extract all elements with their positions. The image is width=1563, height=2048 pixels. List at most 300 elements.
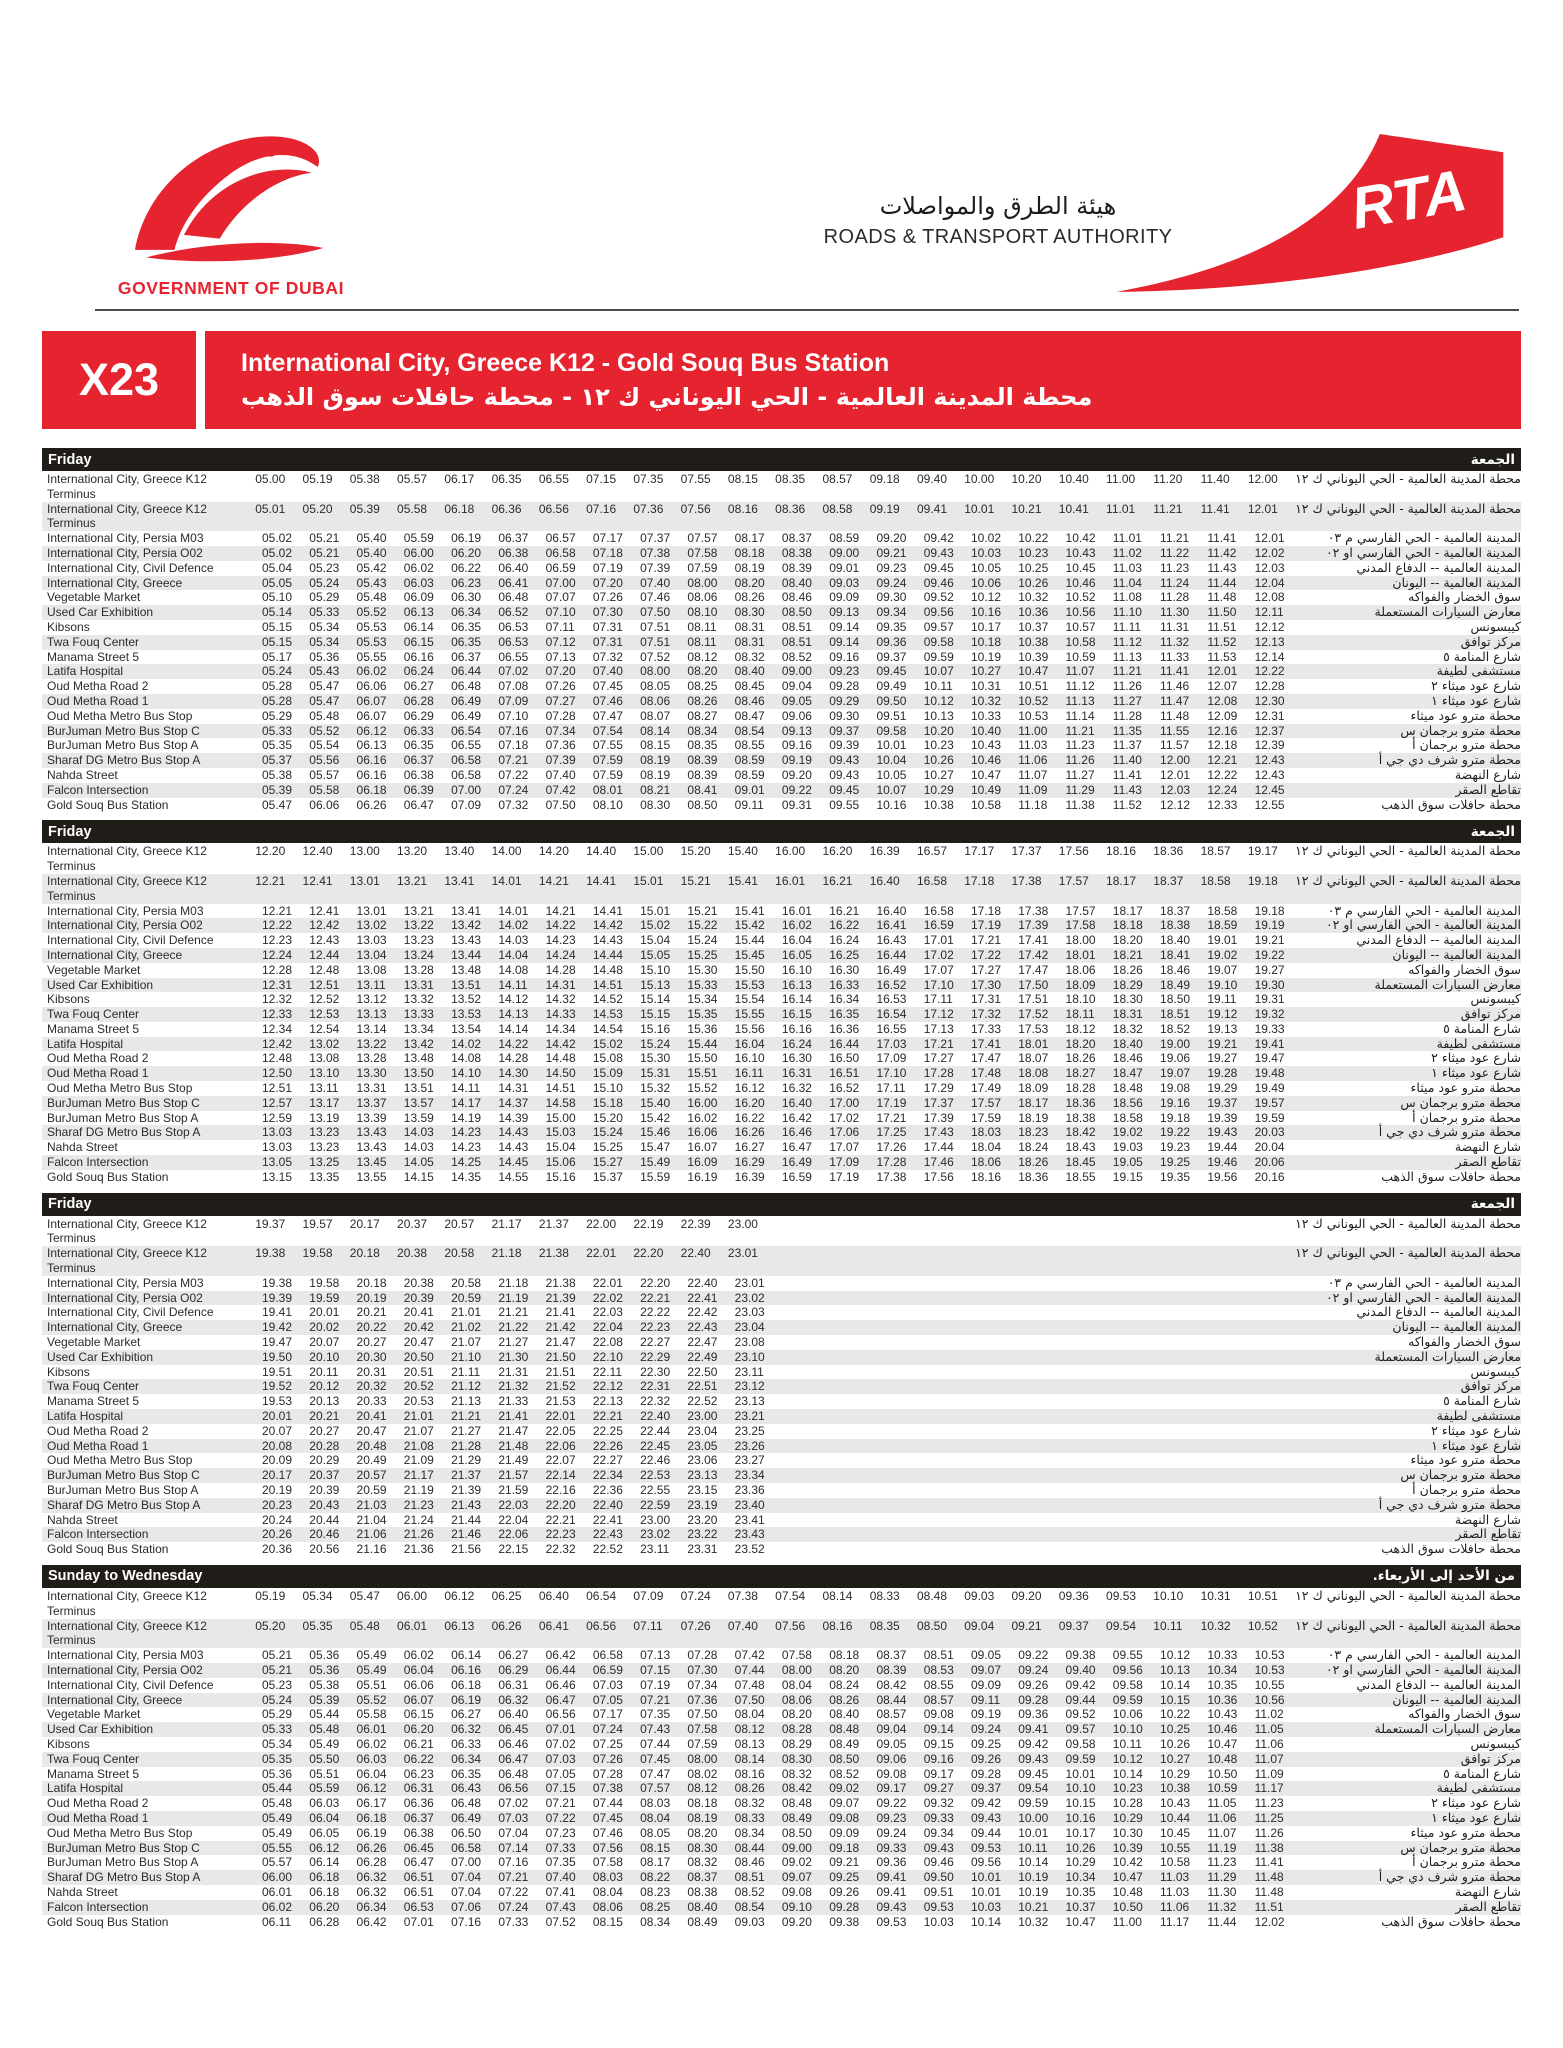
time-cell [971, 1468, 1018, 1483]
time-cell: 12.39 [1254, 738, 1285, 753]
time-cell [1255, 1335, 1302, 1350]
time-cells [262, 1276, 1302, 1291]
time-cell [1160, 1335, 1207, 1350]
time-cell: 10.23 [1112, 1781, 1143, 1796]
time-cell: 08.58 [822, 501, 853, 516]
time-cell: 22.49 [687, 1349, 718, 1364]
time-cell: 07.54 [592, 723, 623, 738]
timetable-row [42, 1781, 1521, 1796]
timetable-row [42, 1350, 1521, 1365]
time-cell: 05.21 [309, 545, 340, 560]
time-cell: 06.40 [498, 1707, 529, 1722]
time-cell: 18.17 [1112, 903, 1143, 918]
time-cell: 07.35 [633, 472, 664, 486]
time-cell: 08.03 [592, 1870, 623, 1885]
time-cell: 06.03 [356, 1751, 387, 1766]
time-cell: 16.04 [781, 933, 812, 948]
timetable-row [42, 1217, 1521, 1247]
time-cell: 05.49 [356, 1662, 387, 1677]
time-cell: 15.20 [592, 1110, 623, 1125]
time-cell: 14.28 [498, 1051, 529, 1066]
time-cell: 09.37 [876, 649, 907, 664]
time-cell: 13.01 [349, 873, 380, 888]
time-cell: 16.57 [916, 844, 947, 859]
time-cell [1066, 1276, 1113, 1291]
time-cell: 15.47 [640, 1140, 671, 1155]
time-cell: 06.13 [356, 738, 387, 753]
time-cell: 09.16 [781, 738, 812, 753]
time-cell: 10.03 [923, 1914, 954, 1929]
time-cell: 21.39 [545, 1290, 576, 1305]
time-cell [1160, 1513, 1207, 1528]
time-cell: 10.11 [1153, 1618, 1183, 1633]
time-cell [1113, 1394, 1160, 1409]
time-cell: 19.32 [1254, 1007, 1285, 1022]
time-cell [822, 1246, 869, 1261]
time-cell [1018, 1527, 1065, 1542]
time-cell: 07.45 [640, 1751, 671, 1766]
time-cell: 16.09 [687, 1155, 718, 1170]
time-cell: 10.26 [1065, 1840, 1096, 1855]
time-cell [1066, 1453, 1113, 1468]
timetable [42, 1217, 1521, 1557]
timetable-row [42, 1527, 1521, 1542]
time-cell: 13.13 [356, 1007, 387, 1022]
time-cell: 05.28 [262, 693, 293, 708]
time-cell: 20.59 [451, 1290, 482, 1305]
time-cell: 09.18 [869, 472, 900, 486]
time-cell: 14.53 [592, 1007, 623, 1022]
time-cell: 08.41 [687, 782, 718, 797]
time-cell: 12.48 [309, 962, 340, 977]
time-cell: 08.35 [687, 738, 718, 753]
timetable-row [42, 635, 1521, 650]
time-cell: 08.23 [640, 1884, 671, 1899]
time-cell: 12.14 [1254, 649, 1285, 664]
time-cells [262, 1305, 1302, 1320]
timetable-row [42, 783, 1521, 798]
time-cell: 23.05 [687, 1438, 718, 1453]
time-cell: 10.26 [1160, 1736, 1191, 1751]
time-cell: 15.50 [734, 962, 765, 977]
time-cell: 16.41 [876, 918, 907, 933]
time-cell: 18.46 [1112, 1051, 1143, 1066]
time-cell: 16.54 [876, 1007, 907, 1022]
rta-authority-arabic: هيئة الطرق والمواصلات [879, 192, 1117, 220]
time-cell: 10.35 [1065, 1884, 1096, 1899]
time-cell: 08.20 [734, 575, 765, 590]
time-cell: 06.53 [498, 619, 529, 634]
time-cell: 08.12 [734, 1722, 765, 1737]
time-cell [1248, 1246, 1295, 1261]
time-cell: 11.23 [1160, 560, 1190, 575]
time-cell: 10.17 [1065, 1825, 1096, 1840]
time-cell: 06.48 [498, 590, 529, 605]
stop-name-en: Oud Metha Metro Bus Stop [47, 1825, 193, 1840]
time-cells [255, 502, 1295, 517]
time-cell [1255, 1409, 1302, 1424]
stop-name-ar: شارع عود ميثاء ١ [1431, 1065, 1521, 1081]
time-cells [262, 738, 1302, 753]
stop-name-ar: مركز توافق [1460, 1750, 1521, 1766]
time-cell: 10.13 [923, 708, 954, 723]
timetable-row [42, 1453, 1521, 1468]
time-cell: 12.30 [1254, 693, 1285, 708]
time-cell: 07.56 [592, 1840, 623, 1855]
time-cell: 13.20 [397, 844, 428, 859]
time-cell: 21.07 [403, 1423, 434, 1438]
time-cell: 10.38 [1018, 634, 1049, 649]
time-cell: 22.03 [592, 1305, 623, 1320]
stop-name-ar: المدينة العالمية - الحي الفارسي م ٠٣ [1327, 1647, 1521, 1663]
time-cell: 06.23 [403, 1766, 434, 1781]
time-cell: 07.43 [640, 1722, 671, 1737]
time-cell: 15.13 [640, 977, 671, 992]
time-cell [876, 1320, 923, 1335]
time-cell [924, 1453, 971, 1468]
time-cell [1160, 1409, 1207, 1424]
time-cell: 19.58 [302, 1246, 333, 1261]
time-cell [876, 1335, 923, 1350]
time-cell: 06.37 [498, 531, 529, 546]
time-cell: 10.22 [1018, 531, 1049, 546]
time-cell: 08.20 [687, 1825, 718, 1840]
timetable-row [42, 1542, 1521, 1557]
time-cell: 07.05 [592, 1692, 623, 1707]
time-cell: 17.42 [1018, 947, 1049, 962]
time-cell [876, 1409, 923, 1424]
time-cell: 05.38 [262, 767, 293, 782]
time-cell: 07.32 [498, 797, 529, 812]
time-cell: 14.42 [592, 918, 623, 933]
time-cell: 14.13 [498, 1007, 529, 1022]
time-cell: 13.10 [309, 1066, 340, 1081]
time-cell: 06.27 [498, 1648, 529, 1663]
time-cell: 08.14 [640, 723, 671, 738]
time-cell: 09.53 [970, 1840, 1002, 1855]
time-cell: 16.51 [829, 1066, 860, 1081]
time-cell: 22.59 [640, 1497, 671, 1512]
time-cell: 08.03 [640, 1796, 671, 1811]
time-cell: 16.58 [923, 903, 954, 918]
time-cells [262, 1320, 1302, 1335]
time-cell: 15.21 [687, 903, 718, 918]
time-cells [262, 1096, 1302, 1111]
time-cell: 08.57 [923, 1692, 954, 1707]
time-cell: 19.27 [1254, 962, 1285, 977]
time-cells [262, 1915, 1302, 1930]
time-cell [1207, 1350, 1254, 1365]
time-cell: 19.16 [1160, 1095, 1191, 1110]
time-cell: 19.06 [1160, 1051, 1191, 1066]
time-cell: 09.50 [923, 1870, 954, 1885]
stop-name-ar: المدينة العالمية - الحي الفارسي او ٠٢ [1325, 1289, 1521, 1305]
stop-name-ar: محطة حافلات سوق الذهب [1381, 1541, 1521, 1557]
time-cell: 11.55 [1160, 723, 1190, 738]
time-cells [262, 679, 1302, 694]
time-cell: 18.19 [1018, 1110, 1049, 1125]
time-cell: 11.47 [1160, 693, 1190, 708]
time-cell: 06.47 [545, 1692, 576, 1707]
time-cell: 23.52 [734, 1542, 765, 1557]
time-cell [829, 1305, 876, 1320]
time-cell: 06.04 [403, 1662, 434, 1677]
time-cell: 11.29 [1207, 1870, 1237, 1885]
time-cell: 07.34 [545, 723, 576, 738]
time-cells [262, 576, 1302, 591]
time-cell: 10.26 [1018, 575, 1049, 590]
time-cell [1113, 1335, 1160, 1350]
time-cell: 23.22 [687, 1527, 718, 1542]
time-cell [971, 1394, 1018, 1409]
time-cell: 10.25 [1160, 1722, 1191, 1737]
time-cell: 06.40 [498, 560, 529, 575]
time-cell [1113, 1513, 1160, 1528]
stop-name-ar: كيبسونس [1470, 618, 1521, 634]
time-cell [1160, 1276, 1207, 1291]
stop-name-ar: كيبسونس [1470, 1363, 1521, 1379]
time-cell: 06.47 [498, 1751, 529, 1766]
time-cell: 06.58 [545, 545, 576, 560]
time-cell: 12.42 [262, 1036, 293, 1051]
time-cell: 10.16 [970, 605, 1002, 620]
time-cell: 06.02 [403, 560, 434, 575]
time-cell: 08.16 [734, 1766, 765, 1781]
timetable [42, 1589, 1521, 1929]
time-cell: 08.29 [781, 1736, 812, 1751]
time-cell: 19.49 [1254, 1081, 1285, 1096]
time-cell [829, 1513, 876, 1528]
time-cells [262, 798, 1302, 813]
time-cell: 14.20 [538, 844, 569, 859]
time-cell: 22.25 [592, 1423, 623, 1438]
section-day-label-en: Sunday to Wednesday [48, 1568, 203, 1585]
stop-name-ar: محطة مترو برجمان س [1400, 1839, 1521, 1855]
time-cell: 06.56 [586, 1618, 617, 1633]
time-cell [924, 1409, 971, 1424]
time-cell: 14.24 [545, 947, 576, 962]
time-cell: 07.46 [592, 1825, 623, 1840]
time-cell: 11.04 [1112, 575, 1142, 590]
time-cell: 18.32 [1112, 1021, 1143, 1036]
time-cell: 21.49 [498, 1453, 529, 1468]
time-cell [1201, 1217, 1248, 1232]
time-cell [1160, 1527, 1207, 1542]
time-cell: 07.09 [451, 797, 482, 812]
time-cell: 08.15 [592, 1914, 623, 1929]
time-cell: 08.06 [592, 1899, 623, 1914]
time-cell [1207, 1379, 1254, 1394]
time-cell [1255, 1305, 1302, 1320]
time-cell: 17.28 [923, 1066, 954, 1081]
time-cells [255, 874, 1295, 889]
time-cell: 14.51 [545, 1081, 576, 1096]
time-cell: 23.00 [727, 1216, 758, 1231]
time-cell: 08.37 [687, 1870, 718, 1885]
time-cell: 10.46 [1207, 1722, 1238, 1737]
time-cell: 08.40 [687, 1899, 718, 1914]
time-cell [1066, 1513, 1113, 1528]
time-cell: 15.49 [640, 1155, 671, 1170]
time-cell: 19.10 [1207, 977, 1238, 992]
stop-name-en: Kibsons [47, 619, 90, 634]
time-cell: 11.13 [1112, 649, 1142, 664]
time-cell: 15.05 [640, 947, 671, 962]
timetable-row [42, 1394, 1521, 1409]
time-cell: 08.15 [640, 738, 671, 753]
time-cell: 11.03 [1018, 738, 1048, 753]
time-cell [1018, 1439, 1065, 1454]
time-cells [262, 1051, 1302, 1066]
time-cell: 15.02 [640, 918, 671, 933]
stop-name-en: Manama Street 5 [47, 1766, 140, 1781]
time-cell: 07.16 [451, 1914, 482, 1929]
time-cell: 16.06 [687, 1125, 718, 1140]
time-cell: 11.17 [1254, 1781, 1284, 1796]
time-cell: 09.09 [829, 1825, 860, 1840]
time-cell: 14.23 [451, 1140, 482, 1155]
time-cell: 07.26 [680, 1618, 711, 1633]
time-cell [971, 1291, 1018, 1306]
time-cell: 21.53 [545, 1394, 576, 1409]
time-cell: 06.38 [403, 767, 434, 782]
time-cell: 09.42 [1018, 1736, 1049, 1751]
time-cell: 22.05 [545, 1423, 576, 1438]
time-cell: 12.24 [262, 947, 293, 962]
stop-name-en: Nahda Street [47, 1140, 118, 1155]
time-cell: 11.23 [1065, 738, 1095, 753]
time-cell: 19.03 [1112, 1140, 1143, 1155]
time-cell: 16.20 [734, 1095, 765, 1110]
time-cell [917, 1246, 964, 1261]
time-cell: 13.40 [444, 844, 475, 859]
time-cell: 08.04 [592, 1884, 623, 1899]
time-cell: 09.43 [923, 1840, 954, 1855]
time-cell: 11.06 [1207, 1810, 1237, 1825]
time-cell: 18.57 [1200, 844, 1231, 859]
time-cell: 07.45 [592, 1810, 623, 1825]
time-cell: 11.05 [1207, 1796, 1237, 1811]
time-cell [1153, 1246, 1200, 1261]
time-cell [971, 1453, 1018, 1468]
time-cell: 14.40 [586, 844, 617, 859]
time-cell: 07.24 [680, 1588, 711, 1603]
time-cell: 08.46 [734, 1855, 765, 1870]
time-cell: 11.57 [1160, 738, 1190, 753]
time-cell: 15.45 [734, 947, 765, 962]
time-cell: 11.28 [1112, 708, 1142, 723]
stop-name-ar: مركز توافق [1460, 1378, 1521, 1394]
time-cell: 13.15 [262, 1169, 293, 1184]
time-cell: 10.38 [923, 797, 954, 812]
time-cell: 12.24 [1207, 782, 1238, 797]
time-cell: 14.01 [491, 873, 522, 888]
time-cell: 16.07 [687, 1140, 718, 1155]
time-cell: 10.03 [970, 1899, 1002, 1914]
time-cell [782, 1498, 829, 1513]
time-cell: 23.21 [734, 1409, 765, 1424]
time-cell: 06.43 [451, 1781, 482, 1796]
stop-name-en: International City, Greece K12 Terminus [47, 501, 207, 531]
time-cell: 09.20 [781, 1914, 812, 1929]
stop-name-ar: محطة مترو شرف دي جي أ [1378, 752, 1521, 768]
time-cell: 17.52 [1018, 1007, 1049, 1022]
stop-name-ar: محطة حافلات سوق الذهب [1381, 1168, 1521, 1184]
time-cell: 09.08 [781, 1884, 812, 1899]
time-cell: 22.50 [687, 1364, 718, 1379]
time-cell: 08.32 [781, 1766, 812, 1781]
time-cell [1059, 1217, 1106, 1232]
time-cell: 06.06 [403, 1677, 434, 1692]
time-cell: 06.47 [403, 1855, 434, 1870]
time-cell: 19.31 [1254, 992, 1285, 1007]
time-cell: 14.41 [592, 903, 623, 918]
time-cell: 11.21 [1160, 531, 1190, 546]
stop-name-ar: المدينة العالمية -- الدفاع المدني [1356, 932, 1521, 948]
time-cell: 05.21 [262, 1648, 293, 1663]
time-cell: 08.59 [734, 767, 765, 782]
time-cell [1018, 1335, 1065, 1350]
time-cell: 18.20 [1112, 933, 1143, 948]
time-cell: 05.29 [262, 1707, 293, 1722]
stop-name-en: Twa Fouq Center [47, 1379, 140, 1394]
time-cell: 07.34 [687, 1677, 718, 1692]
stop-name-en: Vegetable Market [47, 1335, 141, 1350]
time-cell [1153, 1217, 1200, 1232]
time-cell: 09.20 [876, 531, 907, 546]
time-cell: 07.02 [498, 664, 529, 679]
time-cell: 13.33 [403, 1007, 434, 1022]
route-title-bar [42, 331, 1521, 429]
time-cell [822, 1217, 869, 1232]
timetable-row [42, 978, 1521, 993]
time-cell: 08.05 [640, 1825, 671, 1840]
stop-name-ar: محطة المدينة العالمية - الحي اليوناني ك ١٢ [1295, 872, 1521, 888]
time-cell: 11.03 [1160, 1884, 1190, 1899]
time-cell [1066, 1305, 1113, 1320]
time-cell: 06.46 [498, 1736, 529, 1751]
time-cell: 07.05 [545, 1766, 576, 1781]
time-cells [262, 561, 1302, 576]
stop-name-ar: شارع عود ميثاء ١ [1431, 1437, 1521, 1453]
time-cell: 06.01 [356, 1722, 387, 1737]
time-cell: 08.17 [640, 1855, 671, 1870]
time-cell: 14.19 [451, 1110, 482, 1125]
time-cell: 10.34 [1065, 1870, 1096, 1885]
time-cell: 17.28 [876, 1155, 907, 1170]
time-cell: 17.56 [1058, 844, 1089, 859]
time-cell: 06.18 [356, 782, 387, 797]
time-cell: 10.14 [970, 1914, 1002, 1929]
time-cell: 17.06 [829, 1125, 860, 1140]
time-cell: 15.16 [640, 1021, 671, 1036]
time-cell: 17.09 [829, 1155, 860, 1170]
time-cell: 14.23 [451, 1125, 482, 1140]
time-cell: 09.50 [876, 693, 907, 708]
time-cell: 06.19 [451, 531, 482, 546]
time-cell: 22.23 [545, 1527, 576, 1542]
time-cell: 09.04 [781, 679, 812, 694]
time-cell: 11.51 [1254, 1899, 1284, 1914]
stop-name-ar: سوق الخضار والفواكه [1408, 1706, 1521, 1722]
time-cell: 18.36 [1153, 844, 1184, 859]
time-cell: 21.19 [403, 1483, 434, 1497]
time-cell: 06.35 [451, 634, 482, 649]
time-cell: 07.16 [498, 723, 529, 738]
time-cell: 23.31 [687, 1542, 718, 1557]
stop-name-en: Sharaf DG Metro Bus Stop A [47, 1870, 201, 1885]
time-cell: 23.10 [734, 1349, 765, 1364]
